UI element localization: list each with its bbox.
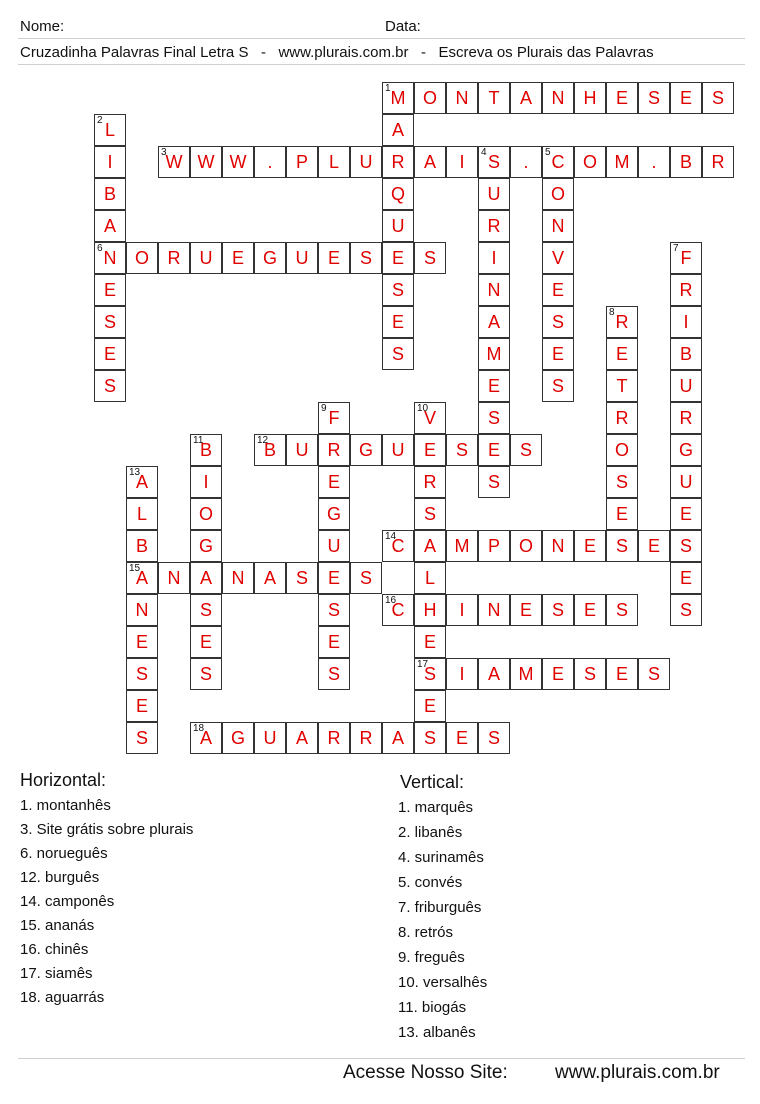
crossword-cell[interactable]: U — [350, 146, 382, 178]
crossword-cell[interactable]: F — [318, 402, 350, 434]
crossword-cell[interactable]: E — [94, 274, 126, 306]
crossword-cell[interactable]: S — [350, 562, 382, 594]
crossword-cell[interactable]: V — [542, 242, 574, 274]
crossword-cell[interactable]: N — [94, 242, 126, 274]
clue-number: 1 — [385, 83, 391, 94]
crossword-cell[interactable]: R — [478, 210, 510, 242]
crossword-cell[interactable]: S — [126, 722, 158, 754]
clue-number: 14 — [385, 531, 397, 542]
crossword-cell[interactable]: C — [382, 594, 414, 626]
crossword-cell[interactable]: W — [190, 146, 222, 178]
crossword-cell[interactable]: A — [382, 722, 414, 754]
crossword-cell[interactable]: S — [510, 434, 542, 466]
crossword-cell[interactable]: R — [318, 434, 350, 466]
clue-number: 12 — [257, 435, 269, 446]
crossword-cell[interactable]: I — [446, 594, 478, 626]
crossword-cell[interactable]: M — [510, 658, 542, 690]
crossword-cell[interactable]: R — [606, 402, 638, 434]
crossword-cell[interactable]: R — [670, 274, 702, 306]
crossword-cell[interactable]: E — [542, 274, 574, 306]
crossword-cell[interactable]: E — [414, 626, 446, 658]
clue-item: 5. convés — [398, 874, 463, 891]
horizontal-clue-list — [20, 794, 193, 1010]
crossword-cell[interactable]: S — [542, 370, 574, 402]
crossword-cell[interactable]: R — [606, 306, 638, 338]
crossword-cell[interactable]: S — [702, 82, 734, 114]
crossword-cell[interactable]: N — [542, 82, 574, 114]
crossword-cell[interactable]: S — [318, 658, 350, 690]
clue-number: 9 — [321, 403, 327, 414]
clue-item: 3. Site grátis sobre plurais — [20, 821, 194, 838]
crossword-cell[interactable]: I — [478, 242, 510, 274]
crossword-cell[interactable]: U — [286, 242, 318, 274]
clue-item: 2. libanês — [398, 824, 463, 841]
crossword-cell[interactable]: E — [382, 242, 414, 274]
crossword-cell[interactable]: Q — [382, 178, 414, 210]
crossword-cell[interactable]: B — [670, 146, 702, 178]
crossword-cell[interactable]: E — [542, 338, 574, 370]
crossword-cell[interactable]: C — [382, 530, 414, 562]
crossword-cell[interactable]: E — [606, 498, 638, 530]
crossword-cell[interactable]: O — [414, 82, 446, 114]
clue-item: 15. ananás — [20, 917, 95, 934]
crossword-cell[interactable]: B — [190, 434, 222, 466]
crossword-cell[interactable]: F — [670, 242, 702, 274]
crossword-cell[interactable]: R — [670, 402, 702, 434]
crossword-cell[interactable]: M — [478, 338, 510, 370]
crossword-cell[interactable]: S — [478, 146, 510, 178]
crossword-cell[interactable]: S — [638, 658, 670, 690]
crossword-cell[interactable]: E — [222, 242, 254, 274]
crossword-cell[interactable]: . — [510, 146, 542, 178]
crossword-cell[interactable]: P — [286, 146, 318, 178]
clue-number: 6 — [97, 243, 103, 254]
crossword-cell[interactable]: G — [318, 498, 350, 530]
crossword-cell[interactable]: L — [94, 114, 126, 146]
clue-item: 1. marquês — [398, 799, 474, 816]
crossword-cell[interactable]: E — [414, 690, 446, 722]
date-label: Data: — [385, 18, 421, 35]
crossword-cell[interactable]: I — [670, 306, 702, 338]
crossword-cell[interactable]: B — [254, 434, 286, 466]
crossword-cell[interactable]: E — [670, 82, 702, 114]
crossword-cell[interactable]: E — [190, 626, 222, 658]
crossword-cell[interactable]: U — [318, 530, 350, 562]
crossword-cell[interactable]: N — [478, 274, 510, 306]
name-label: Nome: — [20, 18, 65, 35]
crossword-cell[interactable]: I — [446, 658, 478, 690]
crossword-cell[interactable]: E — [670, 498, 702, 530]
clue-item: 16. chinês — [20, 941, 89, 958]
crossword-cell[interactable]: R — [414, 466, 446, 498]
crossword-cell[interactable]: M — [446, 530, 478, 562]
crossword-cell[interactable]: E — [126, 690, 158, 722]
clue-number: 2 — [97, 115, 103, 126]
crossword-cell[interactable]: N — [158, 562, 190, 594]
crossword-cell[interactable]: T — [478, 82, 510, 114]
crossword-cell[interactable]: L — [318, 146, 350, 178]
crossword-cell[interactable]: E — [606, 658, 638, 690]
crossword-cell[interactable]: E — [94, 338, 126, 370]
crossword-cell[interactable]: N — [542, 210, 574, 242]
crossword-cell[interactable]: E — [318, 466, 350, 498]
crossword-cell[interactable]: U — [286, 434, 318, 466]
clue-item: 18. aguarrás — [20, 989, 105, 1006]
crossword-cell[interactable]: E — [446, 722, 478, 754]
crossword-cell[interactable]: A — [478, 306, 510, 338]
crossword-cell[interactable]: A — [190, 722, 222, 754]
crossword-cell[interactable]: E — [606, 338, 638, 370]
crossword-cell[interactable]: M — [606, 146, 638, 178]
vertical-clue-list — [398, 795, 487, 1045]
crossword-cell[interactable]: E — [126, 626, 158, 658]
crossword-cell[interactable]: E — [542, 658, 574, 690]
crossword-cell[interactable]: S — [446, 434, 478, 466]
crossword-cell[interactable]: H — [414, 594, 446, 626]
crossword-cell[interactable]: A — [478, 658, 510, 690]
clue-number: 3 — [161, 147, 167, 158]
crossword-cell[interactable]: A — [254, 562, 286, 594]
clue-item: 14. camponês — [20, 893, 115, 910]
crossword-cell[interactable]: R — [158, 242, 190, 274]
crossword-cell[interactable]: B — [94, 178, 126, 210]
footer-url[interactable]: www.plurais.com.br — [555, 1062, 720, 1083]
crossword-cell[interactable]: S — [670, 530, 702, 562]
crossword-cell[interactable]: S — [542, 594, 574, 626]
crossword-cell[interactable]: G — [670, 434, 702, 466]
clue-number: 11 — [193, 435, 204, 446]
crossword-cell[interactable]: S — [94, 306, 126, 338]
crossword-cell[interactable]: E — [382, 306, 414, 338]
crossword-cell[interactable]: T — [606, 370, 638, 402]
clue-number: 18 — [193, 723, 205, 734]
crossword-cell[interactable]: I — [94, 146, 126, 178]
crossword-cell[interactable]: S — [606, 594, 638, 626]
crossword-cell[interactable]: S — [94, 370, 126, 402]
crossword-cell[interactable]: I — [446, 146, 478, 178]
clue-item: 4. surinamês — [398, 849, 484, 866]
crossword-cell[interactable]: O — [510, 530, 542, 562]
clue-number: 17 — [417, 659, 429, 670]
crossword-cell[interactable]: S — [478, 402, 510, 434]
footer-label: Acesse Nosso Site: — [343, 1062, 508, 1083]
page-subtitle: Cruzadinha Palavras Final Letra S - www.plurais.com.br - Escreva os Plurais das Palavras — [20, 44, 654, 61]
clue-number: 13 — [129, 467, 141, 478]
crossword-cell[interactable]: S — [478, 722, 510, 754]
crossword-cell[interactable]: S — [414, 722, 446, 754]
clue-item: 8. retrós — [398, 924, 454, 941]
crossword-cell[interactable]: E — [606, 82, 638, 114]
crossword-cell[interactable]: O — [190, 498, 222, 530]
crossword-cell[interactable]: A — [382, 114, 414, 146]
crossword-cell[interactable]: O — [542, 178, 574, 210]
crossword-cell[interactable]: A — [414, 146, 446, 178]
clue-number: 5 — [545, 147, 551, 158]
crossword-cell[interactable]: S — [382, 338, 414, 370]
crossword-cell[interactable]: G — [254, 242, 286, 274]
crossword-cell[interactable]: E — [318, 562, 350, 594]
crossword-cell[interactable]: E — [670, 562, 702, 594]
vertical-clues-title: Vertical: — [400, 772, 465, 792]
crossword-cell[interactable]: R — [382, 146, 414, 178]
crossword-cell[interactable]: U — [478, 178, 510, 210]
crossword-cell[interactable]: S — [126, 658, 158, 690]
crossword-cell[interactable]: G — [190, 530, 222, 562]
crossword-cell[interactable]: S — [606, 466, 638, 498]
crossword-cell[interactable]: E — [318, 242, 350, 274]
crossword-cell[interactable]: S — [574, 658, 606, 690]
crossword-cell[interactable]: S — [414, 242, 446, 274]
clue-item: 9. freguês — [398, 949, 465, 966]
crossword-cell[interactable]: P — [478, 530, 510, 562]
clue-item: 12. burguês — [20, 869, 100, 886]
crossword-cell[interactable]: U — [670, 370, 702, 402]
crossword-cell[interactable]: A — [126, 562, 158, 594]
clue-number: 8 — [609, 307, 615, 318]
crossword-cell[interactable]: S — [350, 242, 382, 274]
crossword-cell[interactable]: S — [670, 594, 702, 626]
crossword-cell[interactable]: A — [510, 82, 542, 114]
crossword-cell[interactable]: A — [190, 562, 222, 594]
crossword-cell[interactable]: E — [638, 530, 670, 562]
crossword-cell[interactable]: L — [126, 498, 158, 530]
crossword-cell[interactable]: E — [478, 434, 510, 466]
crossword-cell[interactable]: R — [702, 146, 734, 178]
clue-number: 7 — [673, 243, 679, 254]
crossword-cell[interactable]: B — [126, 530, 158, 562]
crossword-cell[interactable]: . — [254, 146, 286, 178]
clue-number: 4 — [481, 147, 487, 158]
crossword-cell[interactable]: N — [126, 594, 158, 626]
clue-item: 1. montanhês — [20, 797, 111, 814]
crossword-cell[interactable]: O — [126, 242, 158, 274]
crossword-cell[interactable]: W — [222, 146, 254, 178]
crossword-cell[interactable]: A — [94, 210, 126, 242]
crossword-cell[interactable]: E — [478, 370, 510, 402]
clue-item: 13. albanês — [398, 1024, 476, 1041]
crossword-cell[interactable]: . — [638, 146, 670, 178]
crossword-cell[interactable]: U — [670, 466, 702, 498]
crossword-cell[interactable]: G — [350, 434, 382, 466]
crossword-cell[interactable]: S — [414, 658, 446, 690]
crossword-cell[interactable]: M — [382, 82, 414, 114]
crossword-cell[interactable]: S — [542, 306, 574, 338]
crossword-cell[interactable]: S — [606, 530, 638, 562]
clue-item: 11. biogás — [398, 999, 467, 1016]
crossword-cell[interactable]: E — [510, 594, 542, 626]
crossword-cell[interactable]: I — [190, 466, 222, 498]
clue-item: 10. versalhês — [398, 974, 488, 991]
crossword-cell[interactable]: N — [542, 530, 574, 562]
crossword-cell[interactable]: U — [382, 434, 414, 466]
crossword-cell[interactable]: O — [606, 434, 638, 466]
crossword-cell[interactable]: S — [318, 594, 350, 626]
crossword-cell[interactable]: U — [190, 242, 222, 274]
crossword-cell[interactable]: G — [222, 722, 254, 754]
crossword-cell[interactable]: S — [382, 274, 414, 306]
clue-number: 10 — [417, 403, 429, 414]
crossword-cell[interactable]: W — [158, 146, 190, 178]
clue-item: 6. norueguês — [20, 845, 108, 862]
crossword-cell[interactable]: U — [382, 210, 414, 242]
clue-item: 7. friburguês — [398, 899, 482, 916]
crossword-cell[interactable]: S — [638, 82, 670, 114]
crossword-cell[interactable]: N — [478, 594, 510, 626]
crossword-cell[interactable]: A — [126, 466, 158, 498]
crossword-cell[interactable]: R — [318, 722, 350, 754]
crossword-cell[interactable]: E — [574, 594, 606, 626]
crossword-cell[interactable]: E — [318, 626, 350, 658]
crossword-cell[interactable]: N — [222, 562, 254, 594]
crossword-cell[interactable]: V — [414, 402, 446, 434]
clue-number: 16 — [385, 595, 397, 606]
crossword-cell[interactable]: C — [542, 146, 574, 178]
crossword-cell[interactable]: H — [574, 82, 606, 114]
clue-number: 15 — [129, 563, 141, 574]
crossword-cell[interactable]: S — [190, 594, 222, 626]
crossword-cell[interactable]: S — [286, 562, 318, 594]
crossword-cell[interactable]: S — [190, 658, 222, 690]
crossword-cell[interactable]: A — [286, 722, 318, 754]
crossword-cell[interactable]: E — [574, 530, 606, 562]
crossword-cell[interactable]: O — [574, 146, 606, 178]
footer-divider — [18, 1058, 745, 1059]
crossword-cell[interactable]: N — [446, 82, 478, 114]
clue-item: 17. siamês — [20, 965, 93, 982]
crossword-cell[interactable]: B — [670, 338, 702, 370]
crossword-cell[interactable]: L — [414, 562, 446, 594]
crossword-cell[interactable]: U — [254, 722, 286, 754]
crossword-cell[interactable]: S — [414, 498, 446, 530]
crossword-cell[interactable]: A — [414, 530, 446, 562]
crossword-cell[interactable]: E — [414, 434, 446, 466]
horizontal-clues-title: Horizontal: — [20, 770, 107, 790]
crossword-cell[interactable]: S — [478, 466, 510, 498]
crossword-cell[interactable]: R — [350, 722, 382, 754]
